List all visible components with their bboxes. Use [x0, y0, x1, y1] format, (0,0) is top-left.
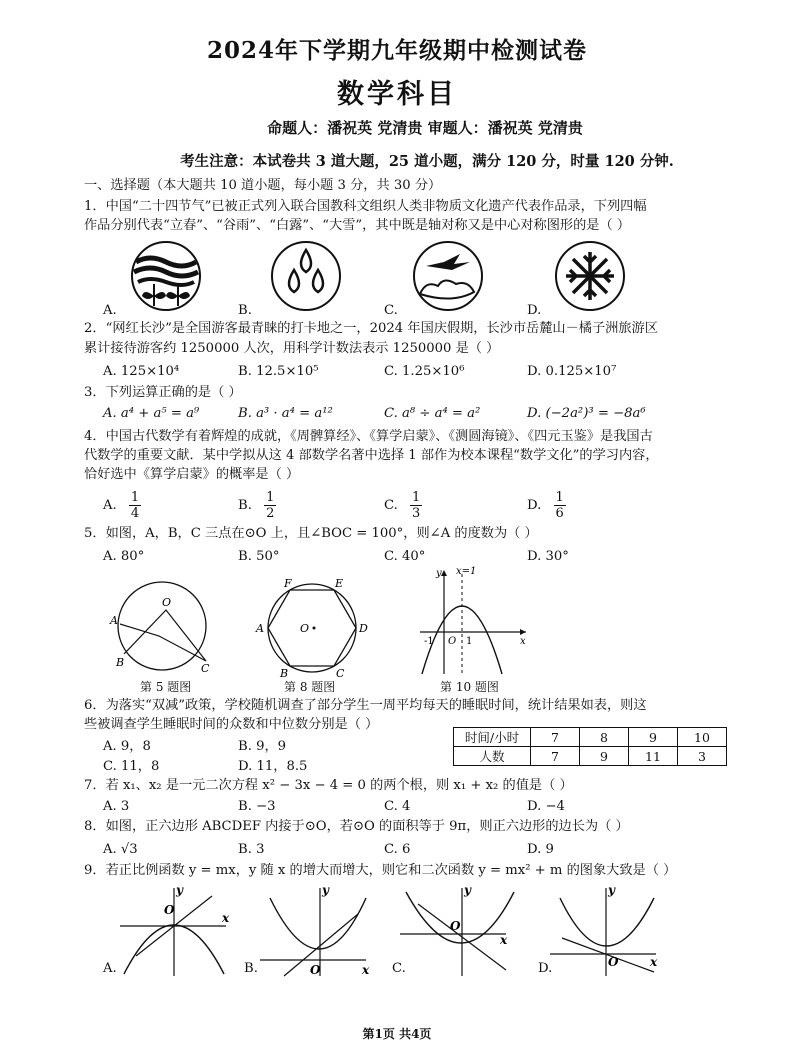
- q2-option-d[interactable]: D. 0.125×10⁷: [527, 364, 617, 379]
- q5-option-c[interactable]: C. 40°: [384, 549, 426, 564]
- q1-figures: [120, 238, 680, 316]
- q8-option-c[interactable]: C. 6: [384, 842, 411, 857]
- q8-option-b[interactable]: B. 3: [238, 842, 265, 857]
- table-cell: 9: [629, 728, 678, 747]
- q1-option-c[interactable]: C.: [384, 303, 398, 318]
- q4-option-c-label: C.: [384, 498, 398, 513]
- q2-option-a[interactable]: A. 125×10⁴: [103, 364, 180, 379]
- q4-option-a[interactable]: [103, 490, 141, 521]
- q3-option-c[interactable]: C. a⁸ ÷ a⁴ = a²: [384, 406, 481, 421]
- q6-option-a[interactable]: A. 9，8: [103, 739, 151, 754]
- q1-option-b-image: [272, 242, 340, 310]
- figure-10: [412, 566, 532, 678]
- svg-text:O: O: [450, 919, 461, 933]
- page-footer: 第1页 共4页: [362, 1027, 432, 1041]
- q4-option-b-label: B.: [238, 498, 252, 513]
- q8-line1: 8．如图，正六边形 ABCDEF 内接于⊙O，若⊙O 的面积等于 9π，则正六边形的边长为（ ）: [84, 819, 629, 834]
- svg-text:x: x: [222, 911, 230, 925]
- sleep-table: [453, 727, 727, 766]
- q4-option-d-label: D.: [527, 498, 542, 513]
- svg-text:B: B: [280, 667, 289, 680]
- q2-option-b[interactable]: B. 12.5×10⁵: [238, 364, 319, 379]
- q2-line1: 2．“网红长沙”是全国游客最青睐的打卡地之一，2024 年国庆假期，长沙市岳麓山－橘子洲旅游区: [84, 321, 658, 336]
- svg-text:y: y: [436, 568, 442, 579]
- q1-option-d-image: [556, 242, 624, 310]
- table-cell: 10: [678, 728, 727, 747]
- q5-option-a[interactable]: A. 80°: [103, 549, 145, 564]
- svg-text:O: O: [448, 636, 457, 647]
- figure-10-caption: 第 10 题图: [440, 680, 499, 694]
- svg-text:D: D: [359, 622, 368, 635]
- q1-line2: 作品分别代表“立春”、“谷雨”、“白露”、“大雪”，其中既是轴对称又是中心对称图形的是（ ）: [84, 218, 631, 233]
- svg-text:x: x: [500, 933, 508, 947]
- subject-title: 数学科目: [337, 79, 457, 110]
- table-cell: 人数: [454, 747, 531, 766]
- q6-line2: 些被调查学生睡眠时间的众数和中位数分别是（ ）: [84, 717, 379, 732]
- q4-option-c-fraction: $\frac{1}{3}$: [412, 490, 421, 521]
- q9-option-c[interactable]: C.: [392, 961, 406, 976]
- svg-text:1: 1: [466, 636, 473, 647]
- q4-option-b[interactable]: [238, 490, 276, 521]
- svg-text:E: E: [335, 577, 344, 590]
- svg-text:A: A: [110, 614, 118, 627]
- q4-line2: 代数学的重要文献．某中学拟从这 4 部数学名著中选择 1 部作为校本课程“数学文化”的学习内容，: [84, 448, 659, 463]
- q9-graph-d: [550, 884, 658, 976]
- q7-line1: 7．若 x₁、x₂ 是一元二次方程 x² − 3x − 4 = 0 的两个根，则 x₁ + x₂ 的值是（ ）: [84, 778, 573, 793]
- svg-text:y: y: [176, 884, 183, 897]
- svg-text:O: O: [162, 596, 172, 609]
- q9-graphs: [96, 884, 676, 980]
- q1-option-a-image: [132, 242, 200, 310]
- table-row: [454, 747, 727, 766]
- q3-option-a[interactable]: A. a⁴ + a⁵ = a⁹: [103, 406, 200, 421]
- svg-text:O: O: [310, 963, 321, 977]
- q1-option-b[interactable]: B.: [238, 303, 252, 318]
- table-cell: 3: [678, 747, 727, 766]
- q4-option-a-fraction: $\frac{1}{4}$: [130, 490, 140, 521]
- svg-text:x=1: x=1: [456, 566, 477, 577]
- q4-option-a-label: A.: [103, 498, 117, 513]
- q9-graph-c: [400, 884, 514, 976]
- q7-option-c[interactable]: C. 4: [384, 799, 411, 814]
- table-row: [454, 728, 727, 747]
- q3-option-d[interactable]: D. (−2a²)³ = −8a⁶: [527, 406, 646, 421]
- svg-text:-1: -1: [424, 636, 434, 647]
- svg-text:F: F: [284, 577, 292, 590]
- q5-option-d[interactable]: D. 30°: [527, 549, 569, 564]
- svg-text:y: y: [608, 884, 615, 897]
- section-heading: 一、选择题（本大题共 10 道小题，每小题 3 分，共 30 分）: [84, 178, 442, 193]
- table-cell: 8: [580, 728, 629, 747]
- q9-graph-a: [120, 884, 230, 976]
- q1-option-d[interactable]: D.: [527, 303, 542, 318]
- figure-8-caption: 第 8 题图: [284, 680, 336, 694]
- svg-text:C: C: [336, 667, 345, 680]
- q9-option-a[interactable]: A.: [103, 961, 117, 976]
- svg-text:O: O: [300, 622, 310, 635]
- q4-option-d[interactable]: [527, 490, 566, 521]
- q8-option-a[interactable]: A. √3: [103, 842, 138, 857]
- q9-line1: 9．若正比例函数 y = mx，y 随 x 的增大而增大，则它和二次函数 y = mx² + m 的图象大致是（ ）: [84, 863, 677, 878]
- q6-line1: 6．为落实“双减”政策，学校随机调查了部分学生一周平均每天的睡眠时间，统计结果如表，则这: [84, 698, 647, 713]
- q1-line1: 1．中国“二十四节气”已被正式列入联合国教科文组织人类非物质文化遗产代表作品录，下列四幅: [84, 199, 647, 214]
- q4-line3: 恰好选中《算学启蒙》的概率是（ ）: [84, 467, 300, 482]
- q2-line2: 累计接待游客约 1250000 人次，用科学计数法表示 1250000 是（ ）: [84, 341, 500, 356]
- svg-text:x: x: [650, 955, 658, 969]
- svg-text:O: O: [164, 903, 175, 917]
- q9-option-d[interactable]: D.: [538, 961, 553, 976]
- q1-option-c-image: [414, 242, 482, 310]
- figure-8: [252, 576, 372, 680]
- q9-graph-b: [260, 884, 370, 977]
- svg-text:O: O: [608, 955, 619, 969]
- table-cell: 11: [629, 747, 678, 766]
- q7-option-a[interactable]: A. 3: [103, 799, 130, 814]
- q8-option-d[interactable]: D. 9: [527, 842, 554, 857]
- figure-5: [106, 576, 218, 676]
- q7-option-b[interactable]: B. −3: [238, 799, 276, 814]
- table-cell: 9: [580, 747, 629, 766]
- q5-option-b[interactable]: B. 50°: [238, 549, 280, 564]
- authors-line: 命题人：潘祝英 党清贵 审题人：潘祝英 党清贵: [267, 119, 583, 137]
- table-cell: 时间/小时: [454, 728, 531, 747]
- q4-option-c[interactable]: [384, 490, 422, 521]
- svg-text:x: x: [362, 963, 370, 977]
- q3-line1: 3．下列运算正确的是（ ）: [84, 385, 242, 400]
- table-cell: 7: [531, 728, 580, 747]
- q5-line1: 5．如图，A，B，C 三点在⊙O 上，且∠BOC = 100°，则∠A 的度数为（ ）: [84, 526, 538, 541]
- q4-line1: 4．中国古代数学有着辉煌的成就，《周髀算经》、《算学启蒙》、《测圆海镜》、《四元玉鉴》是我国古: [84, 429, 653, 444]
- svg-text:y: y: [464, 884, 471, 897]
- q3-option-b[interactable]: B. a³ · a⁴ = a¹²: [238, 406, 333, 421]
- svg-text:C: C: [201, 662, 210, 675]
- q9-option-b[interactable]: B.: [244, 961, 258, 976]
- svg-text:B: B: [116, 656, 125, 669]
- q7-option-d[interactable]: D. −4: [527, 799, 565, 814]
- table-cell: 7: [531, 747, 580, 766]
- q4-option-b-fraction: $\frac{1}{2}$: [266, 490, 275, 521]
- q4-option-d-fraction: $\frac{1}{6}$: [555, 490, 564, 521]
- svg-text:x: x: [520, 636, 526, 647]
- exam-notice: 考生注意：本试卷共 3 道大题，25 道小题，满分 120 分，时量 120 分钟.: [180, 153, 674, 170]
- q1-option-a[interactable]: A.: [103, 303, 117, 318]
- svg-text:A: A: [256, 622, 264, 635]
- q6-option-b[interactable]: B. 9，9: [238, 739, 287, 754]
- q6-option-c[interactable]: C. 11，8: [103, 759, 160, 774]
- svg-text:y: y: [322, 884, 329, 897]
- exam-title: 2024年下学期九年级期中检测试卷: [206, 37, 587, 64]
- q6-option-d[interactable]: D. 11，8.5: [238, 759, 308, 774]
- figure-5-caption: 第 5 题图: [140, 680, 192, 694]
- q2-option-c[interactable]: C. 1.25×10⁶: [384, 364, 465, 379]
